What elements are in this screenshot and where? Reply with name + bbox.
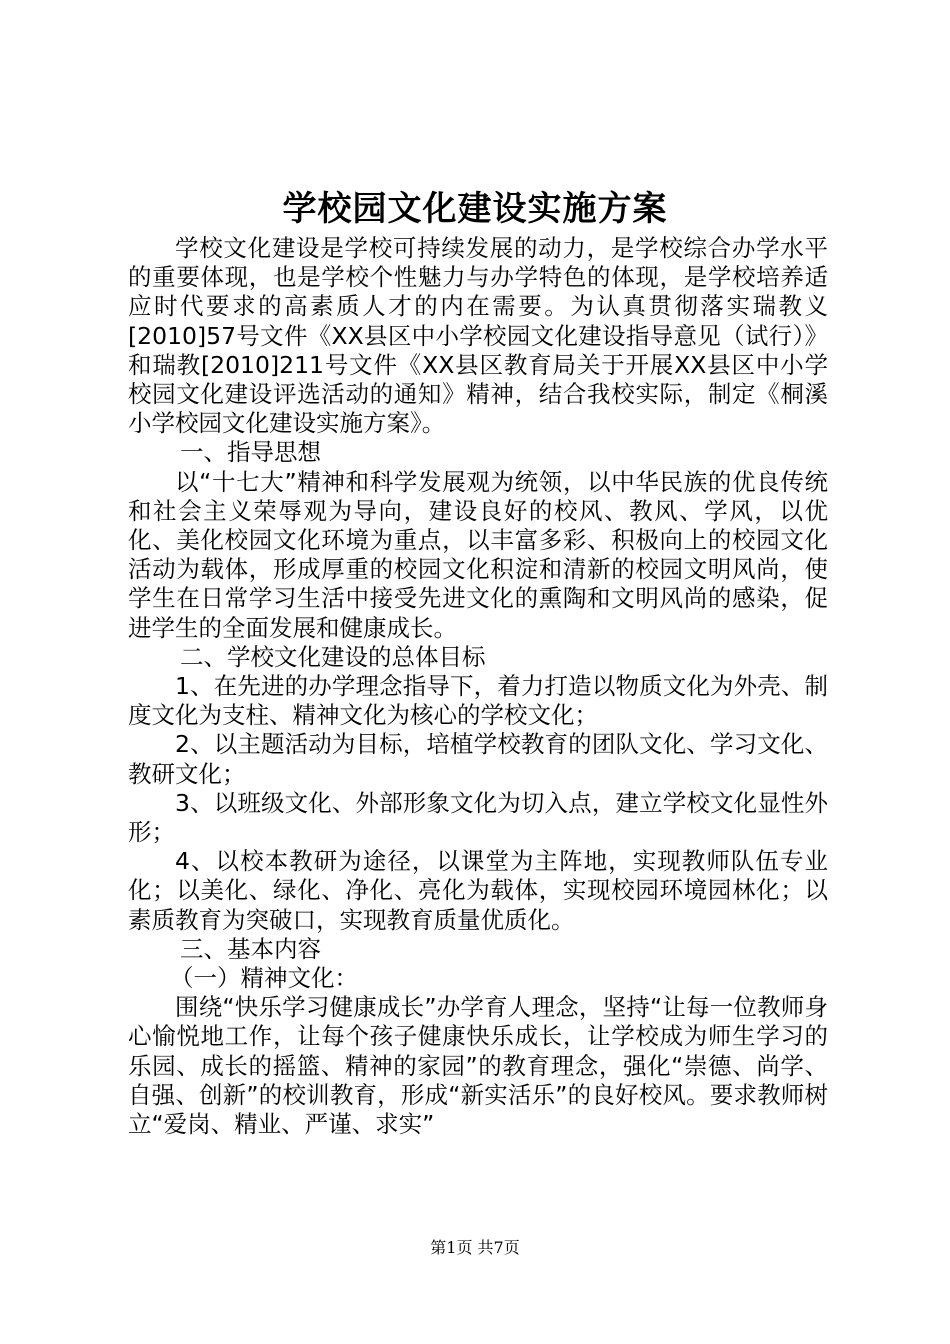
page-footer: 第1页 共7页 [430,1238,520,1257]
goal-item-1: 1、在先进的办学理念指导下，着力打造以物质文化为外壳、制度文化为支柱、精神文化为核心的学校文化； [128,672,828,730]
goal-item-4: 4、以校本教研为途径，以课堂为主阵地，实现教师队伍专业化；以美化、绿化、净化、亮化为载体，实现校园环境园林化；以素质教育为突破口，实现教育质量优质化。 [128,847,828,934]
section-heading-basic-content: 三、基本内容 [180,934,321,963]
section-heading-guiding-ideology: 一、指导思想 [180,438,321,467]
goal-item-3: 3、以班级文化、外部形象文化为切入点，建立学校文化显性外形； [128,788,828,847]
document-title: 学校园文化建设实施方案 [282,189,668,229]
intro-paragraph: 学校文化建设是学校可持续发展的动力，是学校综合办学水平的重要体现，也是学校个性魅力与办学特色的体现，是学校培养适应时代要求的高素质人才的内在需要。为认真贯彻落实瑞教义[2010]57号文件《XX县区中小学校园文化建设指导意见（试行）》和瑞教[2010]211号文件《XX县区教育局关于开展XX县区中小学校园文化建设评选活动的通知》精神，结合我校实际，制定《桐溪小学校园文化建设实施方案》。 [128,234,828,438]
subsection-heading-spiritual-culture: （一）精神文化： [170,964,358,993]
guiding-ideology-paragraph: 以“十七大”精神和科学发展观为统领，以中华民族的优良传统和社会主义荣辱观为导向，建设良好的校风、教风、学风，以优化、美化校园文化环境为重点，以丰富多彩、积极向上的校园文化活动为载体，形成厚重的校园文化积淀和清新的校园文明风尚，使学生在日常学习生活中接受先进文化的熏陶和文明风尚的感染，促进学生的全面发展和健康成长。 [128,467,828,642]
spiritual-culture-paragraph: 围绕“快乐学习健康成长”办学育人理念，坚持“让每一位教师身心愉悦地工作，让每个孩子健康快乐成长，让学校成为师生学习的乐园、成长的摇篮、精神的家园”的教育理念，强化“崇德、尚学、自强、创新”的校训教育，形成“新实活乐”的良好校风。要求教师树立“爱岗、精业、严谨、求实” [128,993,828,1139]
goal-item-2: 2、以主题活动为目标，培植学校教育的团队文化、学习文化、教研文化； [128,730,828,788]
section-heading-overall-goals: 二、学校文化建设的总体目标 [180,642,486,671]
document-body [128,234,828,1139]
